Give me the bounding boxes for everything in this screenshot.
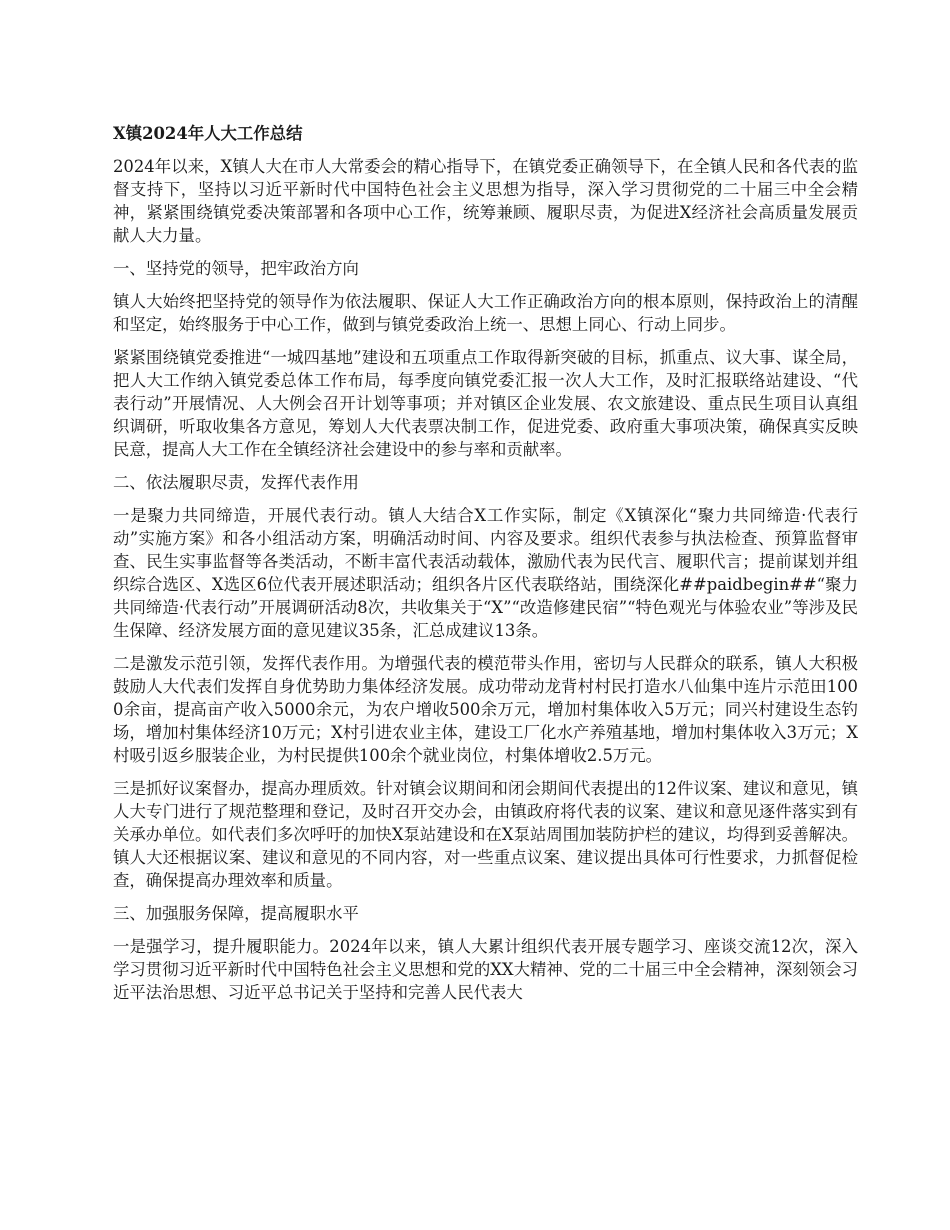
paragraph: 紧紧围绕镇党委推进“一城四基地”建设和五项重点工作取得新突破的目标，抓重点、议大事、谋全局，把人大工作纳入镇党委总体工作布局，每季度向镇党委汇报一次人大工作，及时汇报联络站建设、“代表行动”开展情况、人大例会召开计划等事项；并对镇区企业发展、农文旅建设、重点民生项目认真组织调研，听取收集各方意见，筹划人大代表票决制工作，促进党委、政府重大事项决策，确保真实反映民意，提高人大工作在全镇经济社会建设中的参与率和贡献率。: [113, 348, 858, 459]
section-heading-2: 二、依法履职尽责，发挥代表作用: [113, 473, 359, 492]
paragraph: 三是抓好议案督办，提高办理质效。针对镇会议期间和闭会期间代表提出的12件议案、建议和意见，镇人大专门进行了规范整理和登记，及时召开交办会，由镇政府将代表的议案、建议和意见逐件落实到有关承办单位。如代表们多次呼吁的加快X泵站建设和在X泵站周围加装防护栏的建议，均得到妥善解决。镇人大还根据议案、建议和意见的不同内容，对一些重点议案、建议提出具体可行性要求，力抓督促检查，确保提高办理效率和质量。: [113, 779, 858, 890]
paragraph: 镇人大始终把坚持党的领导作为依法履职、保证人大工作正确政治方向的根本原则，保持政治上的清醒和坚定，始终服务于中心工作，做到与镇党委政治上统一、思想上同心、行动上同步。: [113, 292, 858, 334]
document-page: [113, 122, 858, 1014]
paragraph: 二是激发示范引领，发挥代表作用。为增强代表的模范带头作用，密切与人民群众的联系，镇人大积极鼓励人大代表们发挥自身优势助力集体经济发展。成功带动龙背村村民打造水八仙集中连片示范田1000余亩，提高亩产收入5000余元，为农户增收500余万元，增加村集体收入5万元；同兴村建设生态钓场，增加村集体经济10万元；X村引进农业主体，建设工厂化水产养殖基地，增加村集体收入3万元；X村吸引返乡服装企业，为村民提供100余个就业岗位，村集体增收2.5万元。: [113, 654, 858, 765]
section-heading-1: 一、坚持党的领导，把牢政治方向: [113, 259, 359, 278]
document-title: X镇2024年人大工作总结: [113, 124, 303, 143]
paragraph: 一是聚力共同缔造，开展代表行动。镇人大结合X工作实际，制定《X镇深化“聚力共同缔造·代表行动”实施方案》和各小组活动方案，明确活动时间、内容及要求。组织代表参与执法检查、预算监督审查、民生实事监督等各类活动，不断丰富代表活动载体，激励代表为民代言、履职代言；提前谋划并组织综合选区、X选区6位代表开展述职活动；组织各片区代表联络站，围绕深化##paidbegin##“聚力共同缔造·代表行动”开展调研活动8次，共收集关于“X”“改造修建民宿”“特色观光与体验农业”等涉及民生保障、经济发展方面的意见建议35条，汇总成建议13条。: [113, 506, 858, 640]
section-heading-3: 三、加强服务保障，提高履职水平: [113, 904, 359, 923]
paragraph: 一是强学习，提升履职能力。2024年以来，镇人大累计组织代表开展专题学习、座谈交流12次，深入学习贯彻习近平新时代中国特色社会主义思想和党的XX大精神、党的二十届三中全会精神，深刻领会习近平法治思想、习近平总书记关于坚持和完善人民代表大: [113, 937, 858, 1002]
paragraph-intro: 2024年以来，X镇人大在市人大常委会的精心指导下，在镇党委正确领导下，在全镇人民和各代表的监督支持下，坚持以习近平新时代中国特色社会主义思想为指导，深入学习贯彻党的二十届三中全会精神，紧紧围绕镇党委决策部署和各项中心工作，统筹兼顾、履职尽责，为促进X经济社会高质量发展贡献人大力量。: [113, 157, 858, 245]
